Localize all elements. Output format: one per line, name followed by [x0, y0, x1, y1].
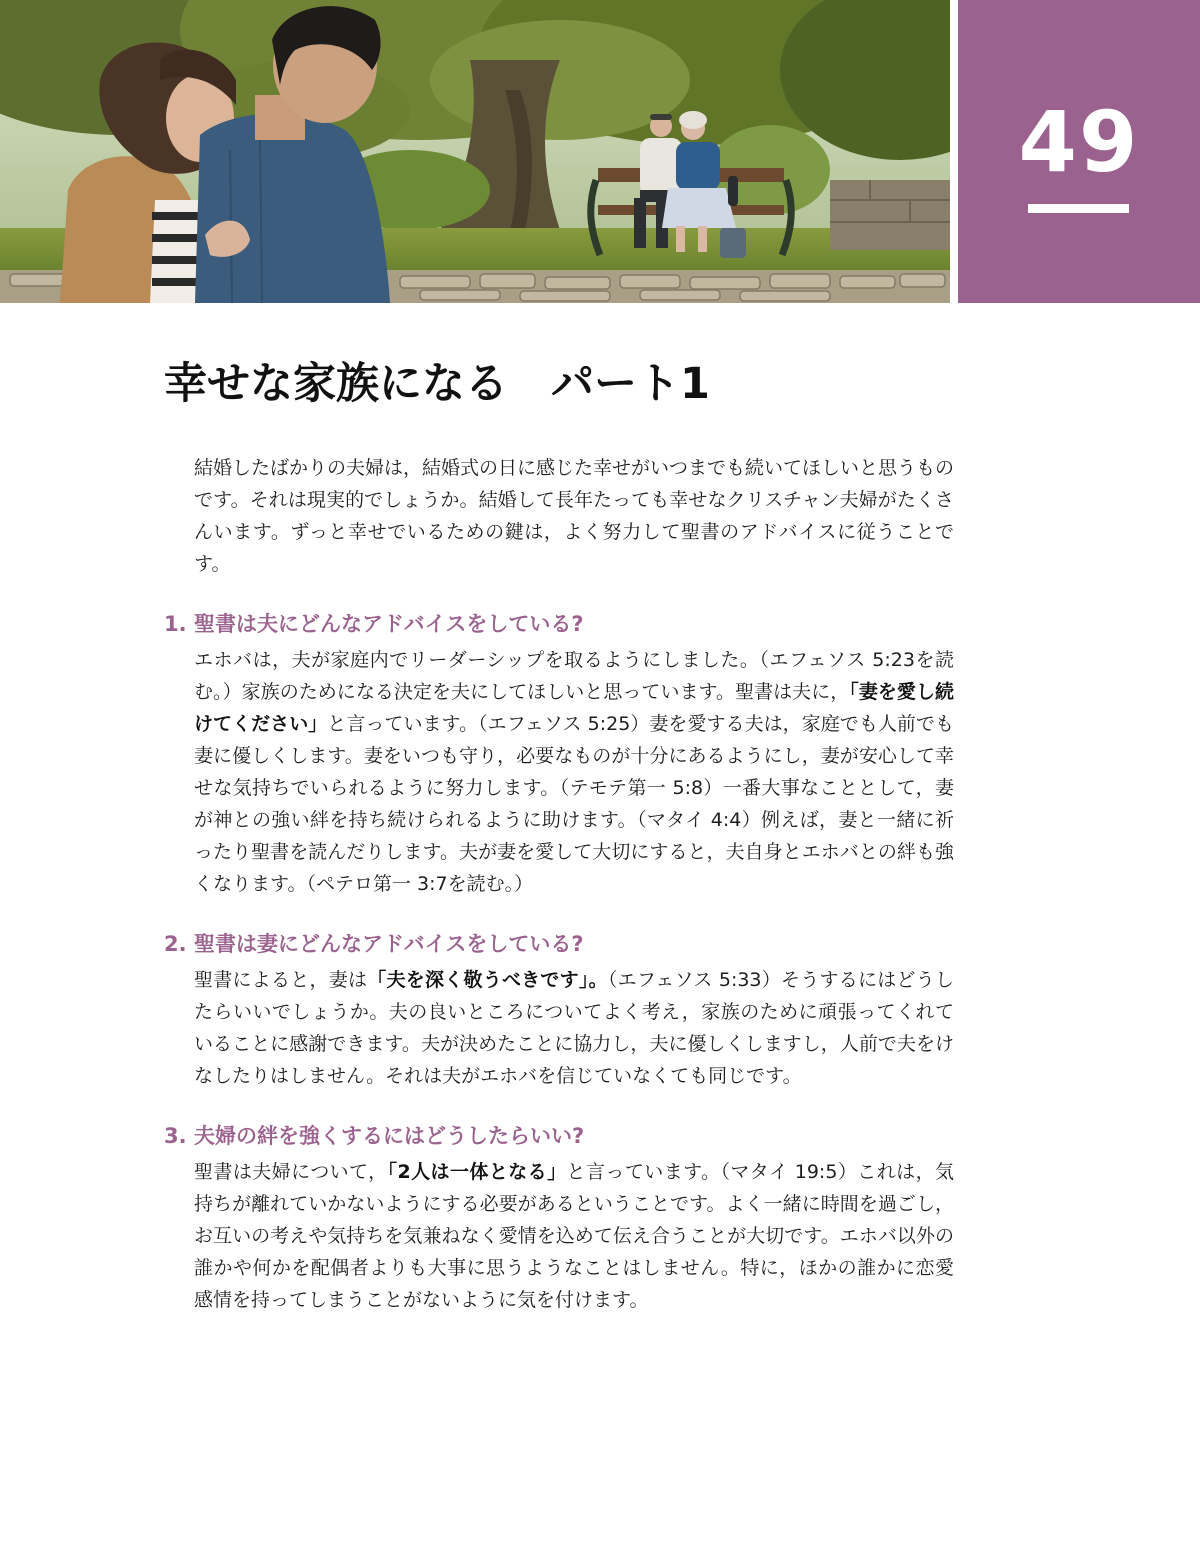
lesson-number-block	[958, 0, 1200, 303]
lesson-number: 49	[1018, 93, 1140, 191]
section-heading-text: 聖書は妻にどんなアドバイスをしている?	[194, 932, 584, 956]
header-photo	[0, 0, 950, 303]
paragraph-text: と言っています。（エフェソス 5:25）妻を愛する夫は，家庭でも人前でも妻に優しくします。妻をいつも守り，必要なものが十分にあるようにし，妻が安心して幸せな気持ちでいられるように努力します。（テモテ第一 5:8）一番大事なこととして，妻が神との強い絆を持ち続けられるように助けます。（マタイ 4:4）例えば，妻と一緒に祈ったり聖書を読んだりします。夫が妻を愛して大切にすると，夫自身とエホバとの絆も強くなります。（ペテロ第一 3:7を読む。）	[194, 713, 954, 895]
park-scene-illustration	[0, 0, 950, 303]
section-3-heading	[164, 1120, 954, 1152]
emphasis-quote: 「2人は一体となる」	[387, 1161, 567, 1183]
section-3-paragraph	[194, 1156, 954, 1316]
intro-paragraph: 結婚したばかりの夫婦は，結婚式の日に感じた幸せがいつまでも続いてほしいと思うものです。それは現実的でしょうか。結婚して長年たっても幸せなクリスチャン夫婦がたくさんいます。ずっと幸せでいるための鍵は，よく努力して聖書のアドバイスに従うことです。	[194, 457, 955, 575]
emphasis-quote: 「妻を愛し続けてください」	[194, 681, 954, 735]
paragraph-text: 聖書によると，妻は	[194, 969, 368, 991]
paragraph-text: 聖書は夫婦について，	[194, 1161, 388, 1183]
paragraph-text: （エフェソス 5:33）そうするにはどうしたらいいでしょうか。夫の良いところについてよく考え，家族のために頑張ってくれていることに感謝できます。夫が決めたことに協力し，夫に優しくしますし，人前で夫をけなしたりはしません。それは夫がエホバを信じていなくても同じです。	[194, 969, 954, 1087]
section-number: 2.	[164, 932, 187, 956]
section-number: 1.	[164, 612, 187, 636]
paragraph-text: エホバは，夫が家庭内でリーダーシップを取るようにしました。（エフェソス 5:23を読む。）家族のためになる決定を夫にしてほしいと思っています。聖書は夫に，	[194, 649, 954, 703]
section-2-heading	[164, 928, 954, 960]
section-heading-text: 聖書は夫にどんなアドバイスをしている?	[194, 612, 584, 636]
paragraph-text: と言っています。（マタイ 19:5）これは，気持ちが離れていかないようにする必要があるということです。よく一緒に時間を過ごし，お互いの考えや気持ちを気兼ねなく愛情を込めて伝え合うことが大切です。エホバ以外の誰かや何かを配偶者よりも大事に思うようなことはしません。特に，ほかの誰かに恋愛感情を持ってしまうことがないように気を付けます。	[194, 1161, 954, 1311]
section-2-paragraph	[194, 964, 954, 1092]
section-number: 3.	[164, 1124, 187, 1148]
lesson-number-underline	[1028, 204, 1129, 213]
section-heading-text: 夫婦の絆を強くするにはどうしたらいい?	[194, 1124, 585, 1148]
emphasis-quote: 「夫を深く敬うべきです」。	[367, 969, 608, 991]
page-title: 幸せな家族になる パート1	[164, 359, 710, 409]
section-1-heading	[164, 608, 954, 640]
section-1-paragraph	[194, 644, 954, 900]
lesson-content	[164, 452, 954, 1344]
